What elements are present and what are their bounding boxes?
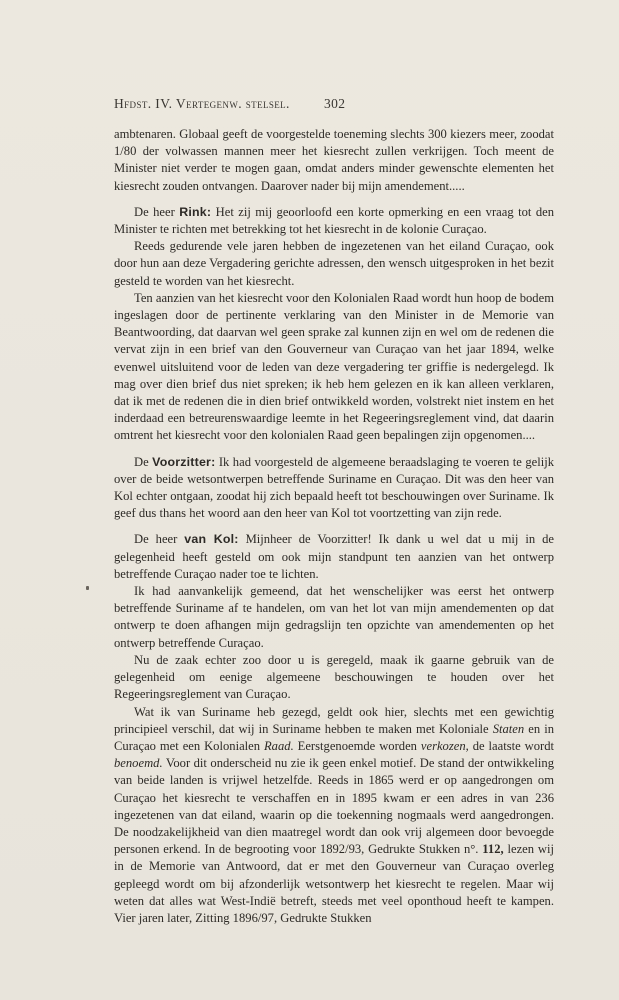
speaker-name: Rink:	[179, 204, 212, 219]
paragraph	[114, 126, 554, 195]
text-run: de laatste wordt	[468, 738, 555, 753]
emphasis: Staten	[492, 721, 525, 736]
page-number: 302	[324, 96, 346, 111]
emphasis: verkozen,	[420, 738, 469, 753]
text-run: Ik had aanvankelijk gemeend, dat het wenschelijker was eerst het ontwerp betreffende Suriname af te handelen, om van het lot van mijn amendementen op dat ontwerp te doen afhangen mijn gedragslijn ten opzichte van amendementen op het ontwerp betreffende Curaçao.	[114, 584, 554, 650]
paragraph	[114, 583, 554, 652]
running-title: Hfdst. IV. Vertegenw. stelsel.	[114, 96, 290, 111]
speaker-name: Voorzitter:	[152, 454, 216, 469]
paragraph	[114, 290, 554, 445]
text-run: Het zij mij geoorloofd een korte opmerking en een vraag tot den Minister te richten met betrekking tot het kiesrecht in de kolonie Curaçao.	[114, 204, 555, 237]
emphasis: benoemd.	[114, 756, 163, 771]
paragraph	[114, 204, 554, 238]
margin-speck	[86, 586, 89, 590]
text-run: Mijnheer de Voorzitter! Ik dank u wel dat u mij in de gelegenheid heeft gesteld om ook mijn standpunt ten aanzien van het ontwerp betreffende Curaçao nader toe te lichten.	[114, 532, 554, 581]
body-text	[114, 126, 554, 927]
paragraph	[114, 531, 554, 583]
text-run: Reeds gedurende vele jaren hebben de ingezetenen van het eiland Curaçao, ook door hun aan deze Vergadering gerichte adressen, den wensch uitgesproken in het bezit gesteld te worden van het kiesrecht.	[114, 239, 554, 288]
paragraph	[114, 454, 554, 523]
text-run: De heer	[134, 532, 185, 547]
document-number: 112,	[482, 842, 504, 857]
text-run: Voor dit onderscheid nu zie ik geen enkel motief. De stand der ontwikkeling van beide landen is vrijwel hetzelfde. Reeds in 1865 werd er op aangedrongen om Curaçao het kiesrecht te verschaffen en in 1895 kwam er een adres in van 236 ingezetenen van dat eiland, waarin op die toekenning nogmaals werd aangedrongen. De noodzakelijkheid van dien maatregel wordt dan ook vrij algemeen door bevoegde personen erkend. In de begrooting voor 1892/93, Gedrukte Stukken n°.	[114, 756, 554, 857]
running-header	[114, 96, 554, 112]
text-run: en in Curaçao met een Kolonialen	[114, 721, 555, 753]
text-run: Wat ik van Suriname heb gezegd, geldt ook hier, slechts met een gewichtig principieel verschil, dat wij in Suriname hebben te maken met Koloniale	[114, 704, 554, 736]
text-run: De	[134, 454, 153, 469]
text-run: Nu de zaak echter zoo door u is geregeld, maak ik gaarne gebruik van de gelegenheid om eenige algemeene beschouwingen te houden over het Regeeringsreglement van Curaçao.	[114, 652, 554, 702]
emphasis: Raad.	[263, 738, 294, 753]
paragraph	[114, 652, 554, 704]
text-run: De heer	[134, 204, 180, 219]
text-run: ambtenaren. Globaal geeft de voorgestelde toeneming slechts 300 kiezers meer, zoodat 1/80 der volwassen mannen meer het kiesrecht zullen verkrijgen. Toch meent de Minister niet verder te mogen gaan, omdat anders minder gewenschte elementen het kiesrecht zouden ontvangen. Daarover nader bij mijn amendement.....	[114, 127, 554, 193]
paragraph	[114, 238, 554, 290]
text-run: lezen wij in de Memorie van Antwoord, dat er met den Gouverneur van Curaçao overleg gepleegd wordt om bij afzonderlijk wetsontwerp het kiesrecht te regelen. Maar wij weten dat alles wat West-Indië betreft, steeds met veel oponthoud heeft te kampen. Vier jaren later, Zitting 1896/97, Gedrukte Stukken	[114, 842, 554, 925]
text-run: Ik had voorgesteld de algemeene beraadslaging te voeren te gelijk over de beide wetsontwerpen betreffende Suriname en Curaçao. Dit was den heer van Kol echter ontgaan, zoodat hij zich bepaald heeft tot beschouwingen over Suriname. Ik geef dus thans het woord aan den heer van Kol tot voortzetting van zijn rede.	[114, 454, 554, 521]
paragraph	[114, 704, 554, 928]
text-run: Eerstgenoemde worden	[293, 738, 421, 753]
speaker-name: van Kol:	[184, 532, 239, 547]
text-run: Ten aanzien van het kiesrecht voor den Kolonialen Raad wordt hun hoop de bodem ingeslagen door de pertinente verklaring van den Minister in de Memorie van Beantwoording, dat daarvan wel geen sprake zal kunnen zijn en wel om de redenen die vervat zijn in een brief van den Gouverneur van Curaçao van het jaar 1894, welke evenwel uitsluitend voor de leden van deze vergadering ter griffie is nedergelegd. Ik mag over dien brief dus niet spreken; ik heb hem gelezen en ik kan alleen verklaren, dat ik met de redenen die in dien brief ontwikkeld worden, volstrekt niet instem en het inderdaad een betreurenswaardige leemte in het Regeeringsreglement vind, dat daarin omtrent het kiesrecht voor den kolonialen Raad geen bepalingen zijn opgenomen....	[114, 290, 554, 443]
